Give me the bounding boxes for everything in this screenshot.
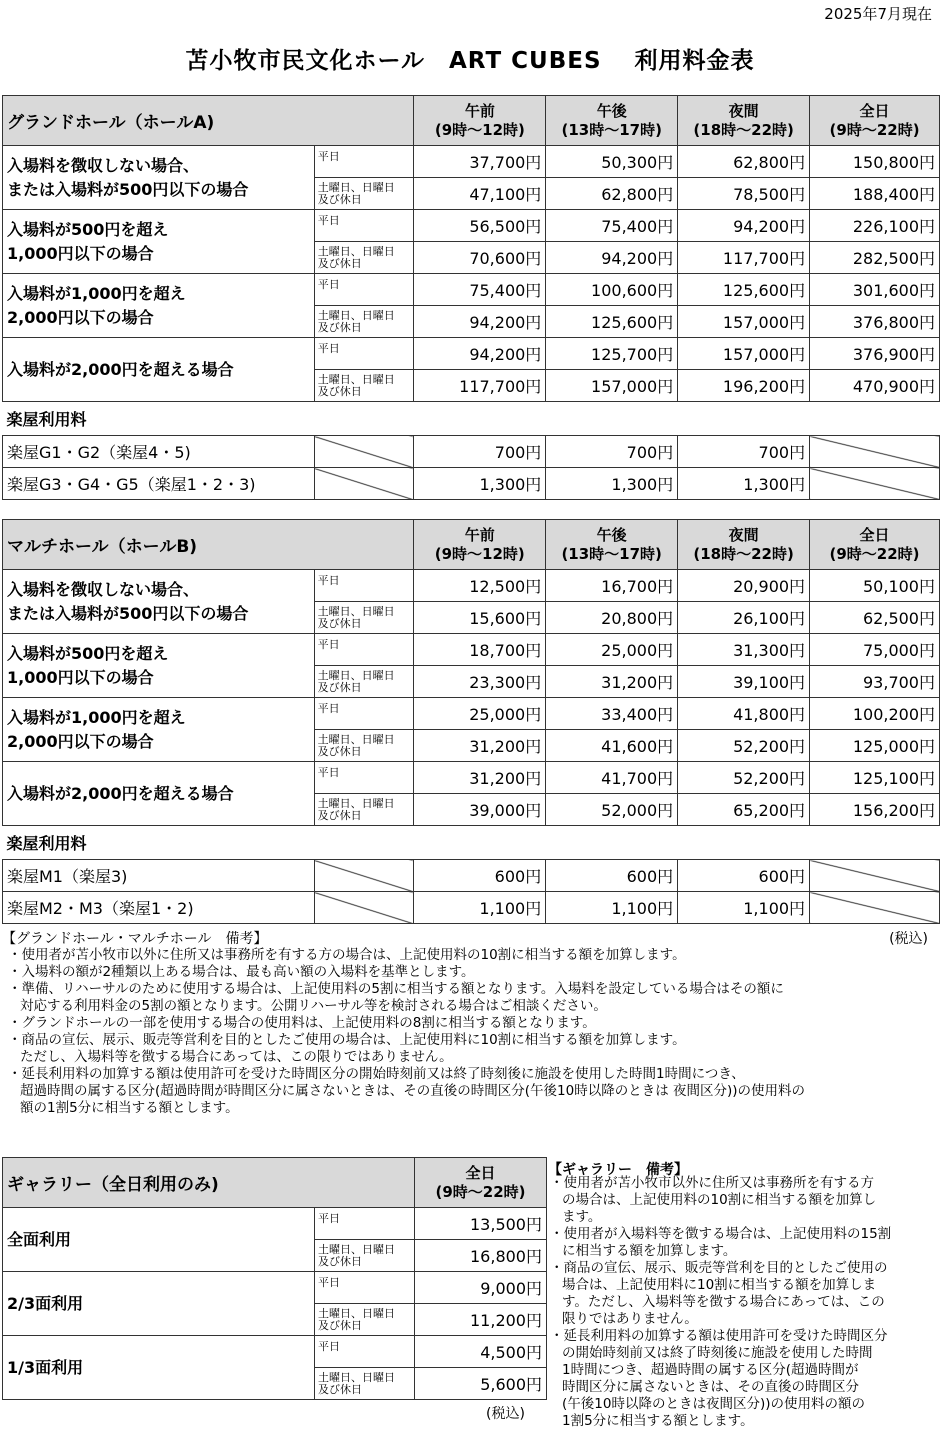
period-name: 午前 (464, 525, 495, 544)
weekday-label: 平日 (315, 1208, 415, 1240)
period-name: 夜間 (728, 525, 759, 544)
dressing-row (3, 892, 940, 924)
fee-row (3, 762, 940, 794)
fee-row (3, 274, 940, 306)
fee-cell: 16,800円 (415, 1240, 547, 1272)
fee-cell: 47,100円 (414, 178, 546, 210)
category-label: 入場料が500円を超え 1,000円以下の場合 (3, 634, 315, 698)
dressing-fee: 1,300円 (546, 468, 678, 500)
empty-cell (314, 892, 414, 924)
period-header (415, 1158, 547, 1208)
note-item: ・入場料の額が2種類以上ある場合は、最も高い額の入場料を基準とします。 (8, 964, 475, 980)
holiday-label: 土曜日、日曜日 及び休日 (315, 1240, 415, 1272)
holiday-label: 土曜日、日曜日 及び休日 (314, 370, 414, 402)
fee-cell: 12,500円 (414, 570, 546, 602)
fee-cell: 56,500円 (414, 210, 546, 242)
fee-row (3, 1336, 547, 1368)
period-header (546, 96, 678, 146)
fee-cell: 93,700円 (810, 666, 940, 698)
period-header (678, 520, 810, 570)
period-name: 午前 (464, 101, 495, 120)
gallery-row-label: 1/3面利用 (3, 1336, 315, 1400)
weekday-label: 平日 (314, 338, 414, 370)
note-item: ・延長利用料の加算する額は使用許可を受けた時間区分の開始時刻前又は終了時刻後に施設を使用した時間1時間につき、 超過時間の属する区分(超過時間が時間区分に属さないときは、その直後の時間区分(午後10時以降のときは 夜間区分))の使用料の 額の1割5分に相当する額とします。 (8, 1066, 806, 1116)
fee-cell: 18,700円 (414, 634, 546, 666)
fee-cell: 301,600円 (810, 274, 940, 306)
period-name: 午後 (596, 101, 627, 120)
note-item: ・準備、リハーサルのために使用する場合は、上記使用料の5割に相当する額となります。入場料を設定している場合はその額に 対応する利用料金の5割の額となります。公開リハーサル等を検討される場合はご相談ください。 (8, 981, 784, 1014)
period-time: (13時～17時) (561, 120, 662, 139)
hall-notes-title: 【グランドホール・マルチホール 備考】 (2, 931, 268, 947)
holiday-label: 土曜日、日曜日 及び休日 (314, 306, 414, 338)
holiday-label: 土曜日、日曜日 及び休日 (314, 178, 414, 210)
period-time: (9時～22時) (829, 544, 920, 563)
fee-cell: 4,500円 (415, 1336, 547, 1368)
fee-cell: 37,700円 (414, 146, 546, 178)
fee-row (3, 338, 940, 370)
holiday-label: 土曜日、日曜日 及び休日 (314, 730, 414, 762)
empty-cell (810, 860, 940, 892)
fee-cell: 196,200円 (678, 370, 810, 402)
dressing-section-title: 楽屋利用料 (6, 834, 87, 853)
period-name: 全日 (859, 101, 890, 120)
hall-tax-note: (税込) (889, 931, 928, 947)
gallery-table (2, 1157, 547, 1400)
weekday-label: 平日 (314, 762, 414, 794)
period-name: 夜間 (728, 101, 759, 120)
fee-cell: 52,000円 (546, 794, 678, 826)
empty-cell (810, 436, 940, 468)
hall-name: グランドホール（ホールA) (3, 96, 414, 146)
period-time: (18時～22時) (693, 544, 794, 563)
dressing-fee: 700円 (414, 436, 546, 468)
fee-cell: 117,700円 (678, 242, 810, 274)
fee-cell: 20,900円 (678, 570, 810, 602)
fee-cell: 125,600円 (546, 306, 678, 338)
gallery-row-label: 全面利用 (3, 1208, 315, 1272)
fee-cell: 75,400円 (546, 210, 678, 242)
weekday-label: 平日 (314, 274, 414, 306)
weekday-label: 平日 (314, 570, 414, 602)
period-name: 全日 (859, 525, 890, 544)
dressing-room-label: 楽屋G3・G4・G5（楽屋1・2・3) (3, 468, 315, 500)
fee-cell: 75,400円 (414, 274, 546, 306)
fee-cell: 15,600円 (414, 602, 546, 634)
header-row (3, 96, 940, 146)
header-row (3, 1158, 547, 1208)
period-time: (9時～22時) (829, 120, 920, 139)
period-header (414, 96, 546, 146)
fee-cell: 94,200円 (414, 306, 546, 338)
fee-cell: 41,600円 (546, 730, 678, 762)
fee-row (3, 570, 940, 602)
date-label: 2025年7月現在 (824, 5, 932, 23)
period-header (810, 96, 940, 146)
fee-cell: 31,200円 (414, 730, 546, 762)
fee-cell: 39,000円 (414, 794, 546, 826)
gallery-note-item: ・使用者が苫小牧市以外に住所又は事務所を有する方 の場合は、上記使用料の10割に相当する額を加算し ます。 (550, 1175, 877, 1225)
period-time: (18時～22時) (693, 120, 794, 139)
gallery-notes (550, 1175, 940, 1430)
dressing-section-row (3, 826, 940, 860)
fee-cell: 94,200円 (414, 338, 546, 370)
fee-row (3, 698, 940, 730)
fee-cell: 20,800円 (546, 602, 678, 634)
category-label: 入場料が1,000円を超え 2,000円以下の場合 (3, 274, 315, 338)
empty-cell (810, 468, 940, 500)
fee-cell: 31,200円 (414, 762, 546, 794)
fee-cell: 117,700円 (414, 370, 546, 402)
gallery-name: ギャラリー（全日利用のみ) (3, 1158, 415, 1208)
fee-cell: 157,000円 (678, 338, 810, 370)
empty-cell (810, 892, 940, 924)
period-header (678, 96, 810, 146)
gallery-notes-title: 【ギャラリー 備考】 (548, 1162, 688, 1178)
fee-cell: 125,000円 (810, 730, 940, 762)
fee-cell: 100,600円 (546, 274, 678, 306)
fee-cell: 31,300円 (678, 634, 810, 666)
dressing-room-label: 楽屋M1（楽屋3) (3, 860, 315, 892)
holiday-label: 土曜日、日曜日 及び休日 (315, 1304, 415, 1336)
dressing-room-label: 楽屋G1・G2（楽屋4・5) (3, 436, 315, 468)
period-time: (13時～17時) (561, 544, 662, 563)
period-header (414, 520, 546, 570)
gallery-note-item: ・商品の宣伝、展示、販売等営利を目的としたご使用の 場合は、上記使用料に10割に相当する額を加算しま す。ただし、入場料等を徴する場合にあっては、この 限りではありません。 (550, 1260, 888, 1327)
period-time: (9時～12時) (434, 544, 525, 563)
fee-cell: 157,000円 (546, 370, 678, 402)
weekday-label: 平日 (314, 210, 414, 242)
fee-cell: 65,200円 (678, 794, 810, 826)
holiday-label: 土曜日、日曜日 及び休日 (314, 242, 414, 274)
period-header (546, 520, 678, 570)
fee-cell: 376,900円 (810, 338, 940, 370)
period-time: (9時～12時) (434, 120, 525, 139)
fee-cell: 150,800円 (810, 146, 940, 178)
header-row (3, 520, 940, 570)
fee-cell: 31,200円 (546, 666, 678, 698)
grand-hall-table (2, 95, 940, 500)
fee-cell: 50,100円 (810, 570, 940, 602)
fee-row (3, 146, 940, 178)
fee-cell: 9,000円 (415, 1272, 547, 1304)
weekday-label: 平日 (315, 1272, 415, 1304)
dressing-fee: 600円 (678, 860, 810, 892)
fee-cell: 13,500円 (415, 1208, 547, 1240)
fee-cell: 23,300円 (414, 666, 546, 698)
fee-cell: 33,400円 (546, 698, 678, 730)
category-label: 入場料が500円を超え 1,000円以下の場合 (3, 210, 315, 274)
weekday-label: 平日 (314, 634, 414, 666)
fee-cell: 16,700円 (546, 570, 678, 602)
fee-cell: 52,200円 (678, 730, 810, 762)
fee-cell: 39,100円 (678, 666, 810, 698)
dressing-fee: 1,100円 (414, 892, 546, 924)
fee-cell: 470,900円 (810, 370, 940, 402)
dressing-fee: 600円 (414, 860, 546, 892)
fee-row (3, 1208, 547, 1240)
period-name: 午後 (596, 525, 627, 544)
note-item: ・商品の宣伝、展示、販売等営利を目的としたご使用の場合は、上記使用料に10割に相当する額を加算します。 ただし、入場料等を徴する場合にあっては、この限りではありません。 (8, 1032, 686, 1065)
hall-notes (8, 947, 938, 1117)
fee-cell: 41,700円 (546, 762, 678, 794)
fee-cell: 188,400円 (810, 178, 940, 210)
fee-cell: 376,800円 (810, 306, 940, 338)
dressing-fee: 600円 (546, 860, 678, 892)
weekday-label: 平日 (315, 1336, 415, 1368)
fee-cell: 25,000円 (414, 698, 546, 730)
dressing-room-label: 楽屋M2・M3（楽屋1・2) (3, 892, 315, 924)
fee-cell: 75,000円 (810, 634, 940, 666)
holiday-label: 土曜日、日曜日 及び休日 (314, 794, 414, 826)
fee-cell: 125,700円 (546, 338, 678, 370)
period-name: 全日 (465, 1163, 496, 1182)
fee-cell: 125,100円 (810, 762, 940, 794)
fee-row (3, 634, 940, 666)
fee-row (3, 1272, 547, 1304)
multi-hall-table (2, 519, 940, 924)
fee-cell: 94,200円 (546, 242, 678, 274)
empty-cell (314, 436, 414, 468)
category-label: 入場料が2,000円を超える場合 (3, 338, 315, 402)
empty-cell (314, 468, 414, 500)
weekday-label: 平日 (314, 146, 414, 178)
category-label: 入場料を徴収しない場合、 または入場料が500円以下の場合 (3, 146, 315, 210)
holiday-label: 土曜日、日曜日 及び休日 (315, 1368, 415, 1400)
holiday-label: 土曜日、日曜日 及び休日 (314, 666, 414, 698)
note-item: ・使用者が苫小牧市以外に住所又は事務所を有する方の場合は、上記使用料の10割に相当する額を加算します。 (8, 947, 686, 963)
dressing-fee: 1,300円 (678, 468, 810, 500)
gallery-note-item: ・延長利用料の加算する額は使用許可を受けた時間区分 の開始時刻前又は終了時刻後に施設を使用した時間 1時間につき、超過時間の属する区分(超過時間が 時間区分に属さないときは、その直後の時間区分 (午後10時以降のときは夜間区分))の使用料の額の 1割5分に相当する額とします。 (550, 1328, 888, 1429)
fee-cell: 78,500円 (678, 178, 810, 210)
fee-cell: 70,600円 (414, 242, 546, 274)
category-label: 入場料が1,000円を超え 2,000円以下の場合 (3, 698, 315, 762)
fee-cell: 26,100円 (678, 602, 810, 634)
gallery-tax-note: (税込) (486, 1406, 525, 1422)
fee-cell: 94,200円 (678, 210, 810, 242)
period-header (810, 520, 940, 570)
dressing-row (3, 860, 940, 892)
empty-cell (314, 860, 414, 892)
hall-name: マルチホール（ホールB) (3, 520, 414, 570)
fee-cell: 282,500円 (810, 242, 940, 274)
fee-cell: 50,300円 (546, 146, 678, 178)
fee-cell: 157,000円 (678, 306, 810, 338)
dressing-row (3, 436, 940, 468)
dressing-section-row (3, 402, 940, 436)
fee-cell: 52,200円 (678, 762, 810, 794)
period-time: (9時～22時) (435, 1182, 526, 1201)
fee-cell: 100,200円 (810, 698, 940, 730)
fee-cell: 125,600円 (678, 274, 810, 306)
fee-cell: 41,800円 (678, 698, 810, 730)
fee-cell: 5,600円 (415, 1368, 547, 1400)
category-label: 入場料が2,000円を超える場合 (3, 762, 315, 826)
dressing-fee: 1,100円 (678, 892, 810, 924)
fee-row (3, 210, 940, 242)
dressing-fee: 1,300円 (414, 468, 546, 500)
gallery-note-item: ・使用者が入場料等を徴する場合は、上記使用料の15割 に相当する額を加算します。 (550, 1226, 892, 1259)
page-title: 苫小牧市民文化ホール ART CUBES 利用料金表 (185, 48, 755, 74)
dressing-fee: 700円 (678, 436, 810, 468)
dressing-row (3, 468, 940, 500)
fee-cell: 11,200円 (415, 1304, 547, 1336)
dressing-fee: 700円 (546, 436, 678, 468)
fee-cell: 62,800円 (546, 178, 678, 210)
dressing-section-title: 楽屋利用料 (6, 410, 87, 429)
fee-cell: 62,500円 (810, 602, 940, 634)
fee-cell: 62,800円 (678, 146, 810, 178)
holiday-label: 土曜日、日曜日 及び休日 (314, 602, 414, 634)
dressing-fee: 1,100円 (546, 892, 678, 924)
weekday-label: 平日 (314, 698, 414, 730)
fee-cell: 156,200円 (810, 794, 940, 826)
note-item: ・グランドホールの一部を使用する場合の使用料は、上記使用料の8割に相当する額となります。 (8, 1015, 596, 1031)
category-label: 入場料を徴収しない場合、 または入場料が500円以下の場合 (3, 570, 315, 634)
fee-cell: 226,100円 (810, 210, 940, 242)
fee-cell: 25,000円 (546, 634, 678, 666)
gallery-row-label: 2/3面利用 (3, 1272, 315, 1336)
